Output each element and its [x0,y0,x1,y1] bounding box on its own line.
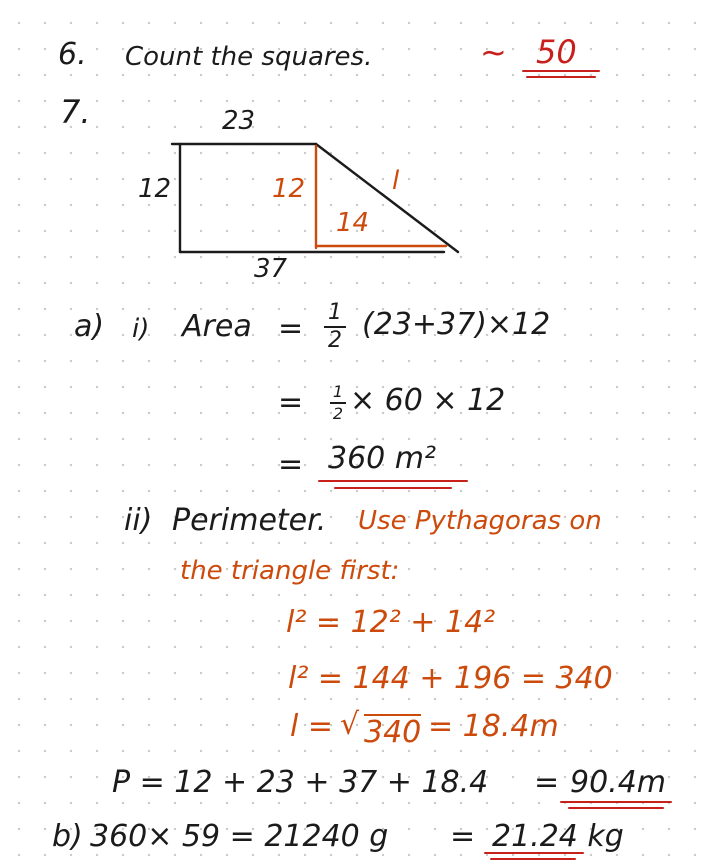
part-b-label: b) [52,819,83,854]
q6-approx-sign: ~ [480,33,507,71]
area-eq2-sign: = [278,385,304,420]
area-eq1-rest: (23+37)×12 [362,307,551,342]
q7-number: 7. [60,93,91,131]
area-word: Area [182,309,252,344]
area-eq1-frac-den: 2 [328,328,342,353]
pythagoras-note-line1: Use Pythagoras on [358,506,602,536]
area-answer: 360 m² [328,441,437,476]
area-eq2-rest: × 60 × 12 [350,383,506,418]
area-eq1-fraction [324,302,346,352]
pythagoras-note-line2: the triangle first: [180,556,400,586]
part-b-answer-underline-2 [490,858,576,860]
part-a-label: a) [74,309,105,344]
diagram-label-slant: l [392,166,400,196]
part-b-calc: 360× 59 = 21240 g [90,819,389,854]
diagram-label-inner-base: 14 [336,208,370,238]
part-b-sign: = [450,819,476,854]
pythagoras-step-2: l² = 144 + 196 = 340 [288,661,613,696]
pythagoras-step-3-root: 340 [364,715,422,750]
perimeter-answer-underline-2 [568,807,664,809]
area-eq2-frac-num: 1 [332,382,344,401]
q6-question: Count the squares. [125,42,373,72]
part-a-ii-label: ii) [124,503,153,538]
pythagoras-step-3-right: = 18.4m [428,709,559,744]
perimeter-word: Perimeter. [172,503,327,538]
area-answer-underline-1 [318,480,468,482]
q6-number: 6. [58,37,87,72]
area-eq1-frac-num: 1 [328,300,342,325]
area-eq2-frac-den: 2 [332,404,344,423]
perimeter-sum: P = 12 + 23 + 37 + 18.4 [112,765,489,800]
perimeter-sum-sign: = [534,765,560,800]
diagram-label-left: 12 [138,174,172,204]
part-b-answer-underline-1 [484,852,584,854]
area-eq1-sign: = [278,311,304,346]
diagram-label-top: 23 [222,106,256,136]
area-answer-underline-2 [334,487,452,489]
sqrt-symbol: √ [340,707,360,742]
area-eq3-sign: = [278,447,304,482]
q6-answer: 50 [536,33,577,71]
diagram-label-inner-height: 12 [272,174,306,204]
part-b-answer: 21.24 kg [492,819,624,854]
area-eq2-fraction [330,384,346,422]
diagram-label-bottom: 37 [254,254,288,284]
perimeter-answer-underline-1 [560,801,672,803]
part-a-i-label: i) [132,314,150,344]
perimeter-answer: 90.4m [570,765,667,800]
pythagoras-step-3-left: l = [290,709,334,744]
pythagoras-step-1: l² = 12² + 14² [286,605,496,640]
